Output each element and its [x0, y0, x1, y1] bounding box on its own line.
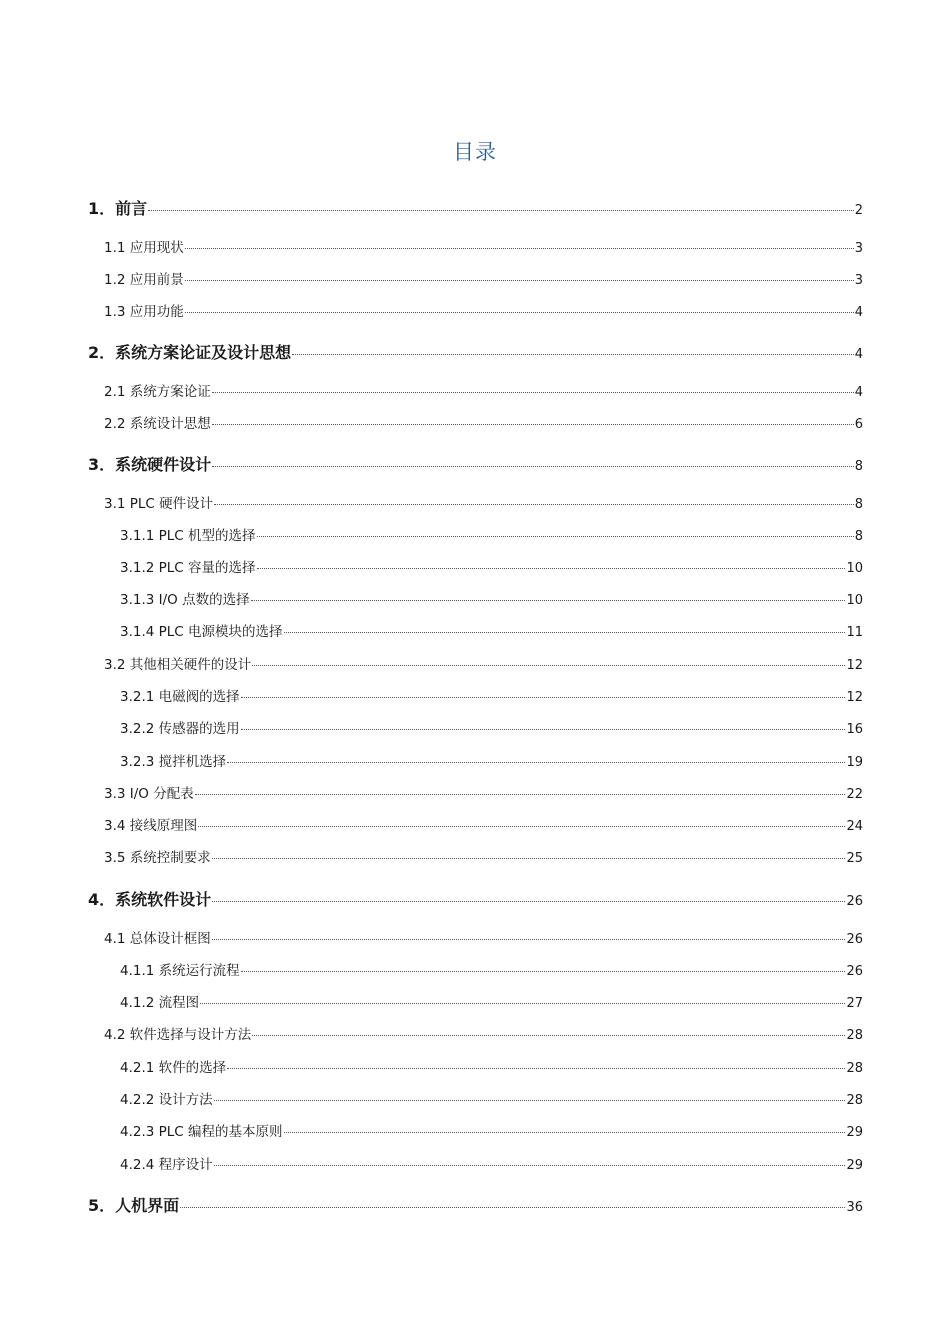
- toc-entry-label: 4.2.1 软件的选择: [120, 1060, 227, 1076]
- toc-entry-page: 28: [846, 1061, 863, 1076]
- toc-entry-page: 3: [854, 273, 863, 288]
- toc-entry[interactable]: [120, 1056, 863, 1076]
- toc-entry[interactable]: [120, 959, 863, 979]
- dot-leader: [251, 600, 846, 601]
- toc-entry[interactable]: [120, 588, 863, 608]
- toc-entry-page: 28: [846, 1028, 863, 1043]
- toc-entry-label: 2.2 系统设计思想: [104, 416, 211, 432]
- toc-entry-label: 4.2 软件选择与设计方法: [104, 1027, 252, 1043]
- toc-entry[interactable]: [104, 492, 863, 512]
- toc-entry-page: 29: [846, 1125, 863, 1140]
- toc-entry[interactable]: [88, 340, 863, 363]
- toc-entry-label: 3.5 系统控制要求: [104, 850, 211, 866]
- toc-entry-page: 26: [846, 932, 863, 947]
- dot-leader: [214, 504, 854, 505]
- toc-entry-label: 2．系统方案论证及设计思想: [88, 343, 292, 362]
- toc-title: 目录: [453, 140, 497, 164]
- toc-entry[interactable]: [104, 236, 863, 256]
- toc-entry[interactable]: [104, 927, 863, 947]
- dot-leader: [198, 826, 845, 827]
- toc-entry[interactable]: [120, 991, 863, 1011]
- toc-entry-label: 1.1 应用现状: [104, 240, 184, 256]
- toc-entry-page: 4: [854, 305, 863, 320]
- dot-leader: [284, 1132, 846, 1133]
- dot-leader: [212, 424, 854, 425]
- dot-leader: [227, 762, 845, 763]
- dot-leader: [212, 901, 845, 902]
- toc-entry[interactable]: [120, 750, 863, 770]
- toc-entry-page: 16: [846, 722, 863, 737]
- toc-entry[interactable]: [104, 380, 863, 400]
- toc-entry-page: 26: [846, 964, 863, 979]
- toc-entry-label: 3.2.1 电磁阀的选择: [120, 689, 240, 705]
- dot-leader: [252, 1035, 845, 1036]
- toc-entry-label: 4.2.3 PLC 编程的基本原则: [120, 1124, 283, 1140]
- toc-entry[interactable]: [120, 524, 863, 544]
- toc-entry[interactable]: [104, 412, 863, 432]
- dot-leader: [284, 632, 846, 633]
- toc-entry-label: 3.2 其他相关硬件的设计: [104, 657, 252, 673]
- dot-leader: [212, 939, 846, 940]
- toc-entry-page: 36: [846, 1200, 863, 1215]
- dot-leader: [257, 536, 854, 537]
- toc-entry-label: 3.2.3 搅拌机选择: [120, 754, 227, 770]
- toc-entry[interactable]: [88, 196, 863, 219]
- toc-entry-page: 29: [846, 1158, 863, 1173]
- toc-entry-label: 4.2.4 程序设计: [120, 1157, 213, 1173]
- toc-entry-page: 26: [846, 894, 863, 909]
- toc-entry-page: 6: [854, 417, 863, 432]
- dot-leader: [257, 568, 846, 569]
- toc-entry[interactable]: [120, 1153, 863, 1173]
- dot-leader: [212, 858, 846, 859]
- toc-entry-label: 3.4 接线原理图: [104, 818, 198, 834]
- toc-entry-label: 1．前言: [88, 199, 148, 218]
- toc-entry-page: 27: [846, 996, 863, 1011]
- toc-entry-label: 3.3 I/O 分配表: [104, 786, 194, 802]
- toc-entry-page: 22: [846, 787, 863, 802]
- toc-entry-label: 3.1.1 PLC 机型的选择: [120, 528, 256, 544]
- dot-leader: [185, 248, 854, 249]
- toc-entry[interactable]: [120, 556, 863, 576]
- dot-leader: [180, 1207, 845, 1208]
- toc-entry-label: 3.1.3 I/O 点数的选择: [120, 592, 250, 608]
- toc-entry[interactable]: [120, 717, 863, 737]
- toc-entry-label: 2.1 系统方案论证: [104, 384, 211, 400]
- toc-entry-page: 11: [846, 625, 863, 640]
- toc-entry-label: 5．人机界面: [88, 1196, 180, 1215]
- dot-leader: [292, 354, 854, 355]
- toc-entry[interactable]: [120, 1088, 863, 1108]
- dot-leader: [185, 280, 854, 281]
- dot-leader: [252, 665, 845, 666]
- dot-leader: [212, 466, 854, 467]
- toc-entry[interactable]: [120, 685, 863, 705]
- toc-entry[interactable]: [88, 1193, 863, 1216]
- toc-entry-page: 8: [854, 529, 863, 544]
- dot-leader: [214, 1100, 846, 1101]
- toc-entry-page: 4: [854, 347, 863, 362]
- toc-entry-label: 1.2 应用前景: [104, 272, 184, 288]
- toc-entry-page: 10: [846, 561, 863, 576]
- toc-entry-label: 4.1 总体设计框图: [104, 931, 211, 947]
- dot-leader: [214, 1165, 846, 1166]
- toc-entry[interactable]: [120, 620, 863, 640]
- toc-entry-label: 1.3 应用功能: [104, 304, 184, 320]
- toc-entry-page: 8: [854, 459, 863, 474]
- toc-entry-label: 3.1.2 PLC 容量的选择: [120, 560, 256, 576]
- toc-entry-label: 3.2.2 传感器的选用: [120, 721, 240, 737]
- toc-entry-page: 2: [854, 203, 863, 218]
- dot-leader: [241, 697, 846, 698]
- toc-entry-page: 25: [846, 851, 863, 866]
- toc-entry-page: 28: [846, 1093, 863, 1108]
- toc-entry[interactable]: [104, 653, 863, 673]
- toc-entry-label: 4．系统软件设计: [88, 890, 212, 909]
- toc-entry[interactable]: [104, 846, 863, 866]
- toc-entry-label: 4.2.2 设计方法: [120, 1092, 213, 1108]
- toc-entry-page: 12: [846, 690, 863, 705]
- toc-entry[interactable]: [104, 1023, 863, 1043]
- toc-entry[interactable]: [88, 452, 863, 475]
- dot-leader: [227, 1068, 845, 1069]
- toc-entry[interactable]: [104, 268, 863, 288]
- toc-entry[interactable]: [88, 887, 863, 910]
- toc-entry-page: 4: [854, 385, 863, 400]
- toc-entry-page: 10: [846, 593, 863, 608]
- toc-entry-label: 3.1 PLC 硬件设计: [104, 496, 214, 512]
- dot-leader: [185, 312, 854, 313]
- toc-entry-page: 19: [846, 755, 863, 770]
- toc-entry-page: 12: [846, 658, 863, 673]
- toc-entry-page: 24: [846, 819, 863, 834]
- toc-entry-label: 3.1.4 PLC 电源模块的选择: [120, 624, 283, 640]
- dot-leader: [212, 392, 854, 393]
- toc-entry-label: 4.1.2 流程图: [120, 995, 200, 1011]
- toc-entry[interactable]: [120, 1120, 863, 1140]
- dot-leader: [241, 729, 846, 730]
- toc-entry-label: 4.1.1 系统运行流程: [120, 963, 240, 979]
- toc-entry-page: 3: [854, 241, 863, 256]
- dot-leader: [195, 794, 846, 795]
- dot-leader: [148, 210, 854, 211]
- toc-entry-page: 8: [854, 497, 863, 512]
- toc-entry[interactable]: [104, 782, 863, 802]
- toc-entry-label: 3．系统硬件设计: [88, 455, 212, 474]
- dot-leader: [200, 1003, 845, 1004]
- dot-leader: [241, 971, 846, 972]
- toc-entry[interactable]: [104, 814, 863, 834]
- toc-entry[interactable]: [104, 300, 863, 320]
